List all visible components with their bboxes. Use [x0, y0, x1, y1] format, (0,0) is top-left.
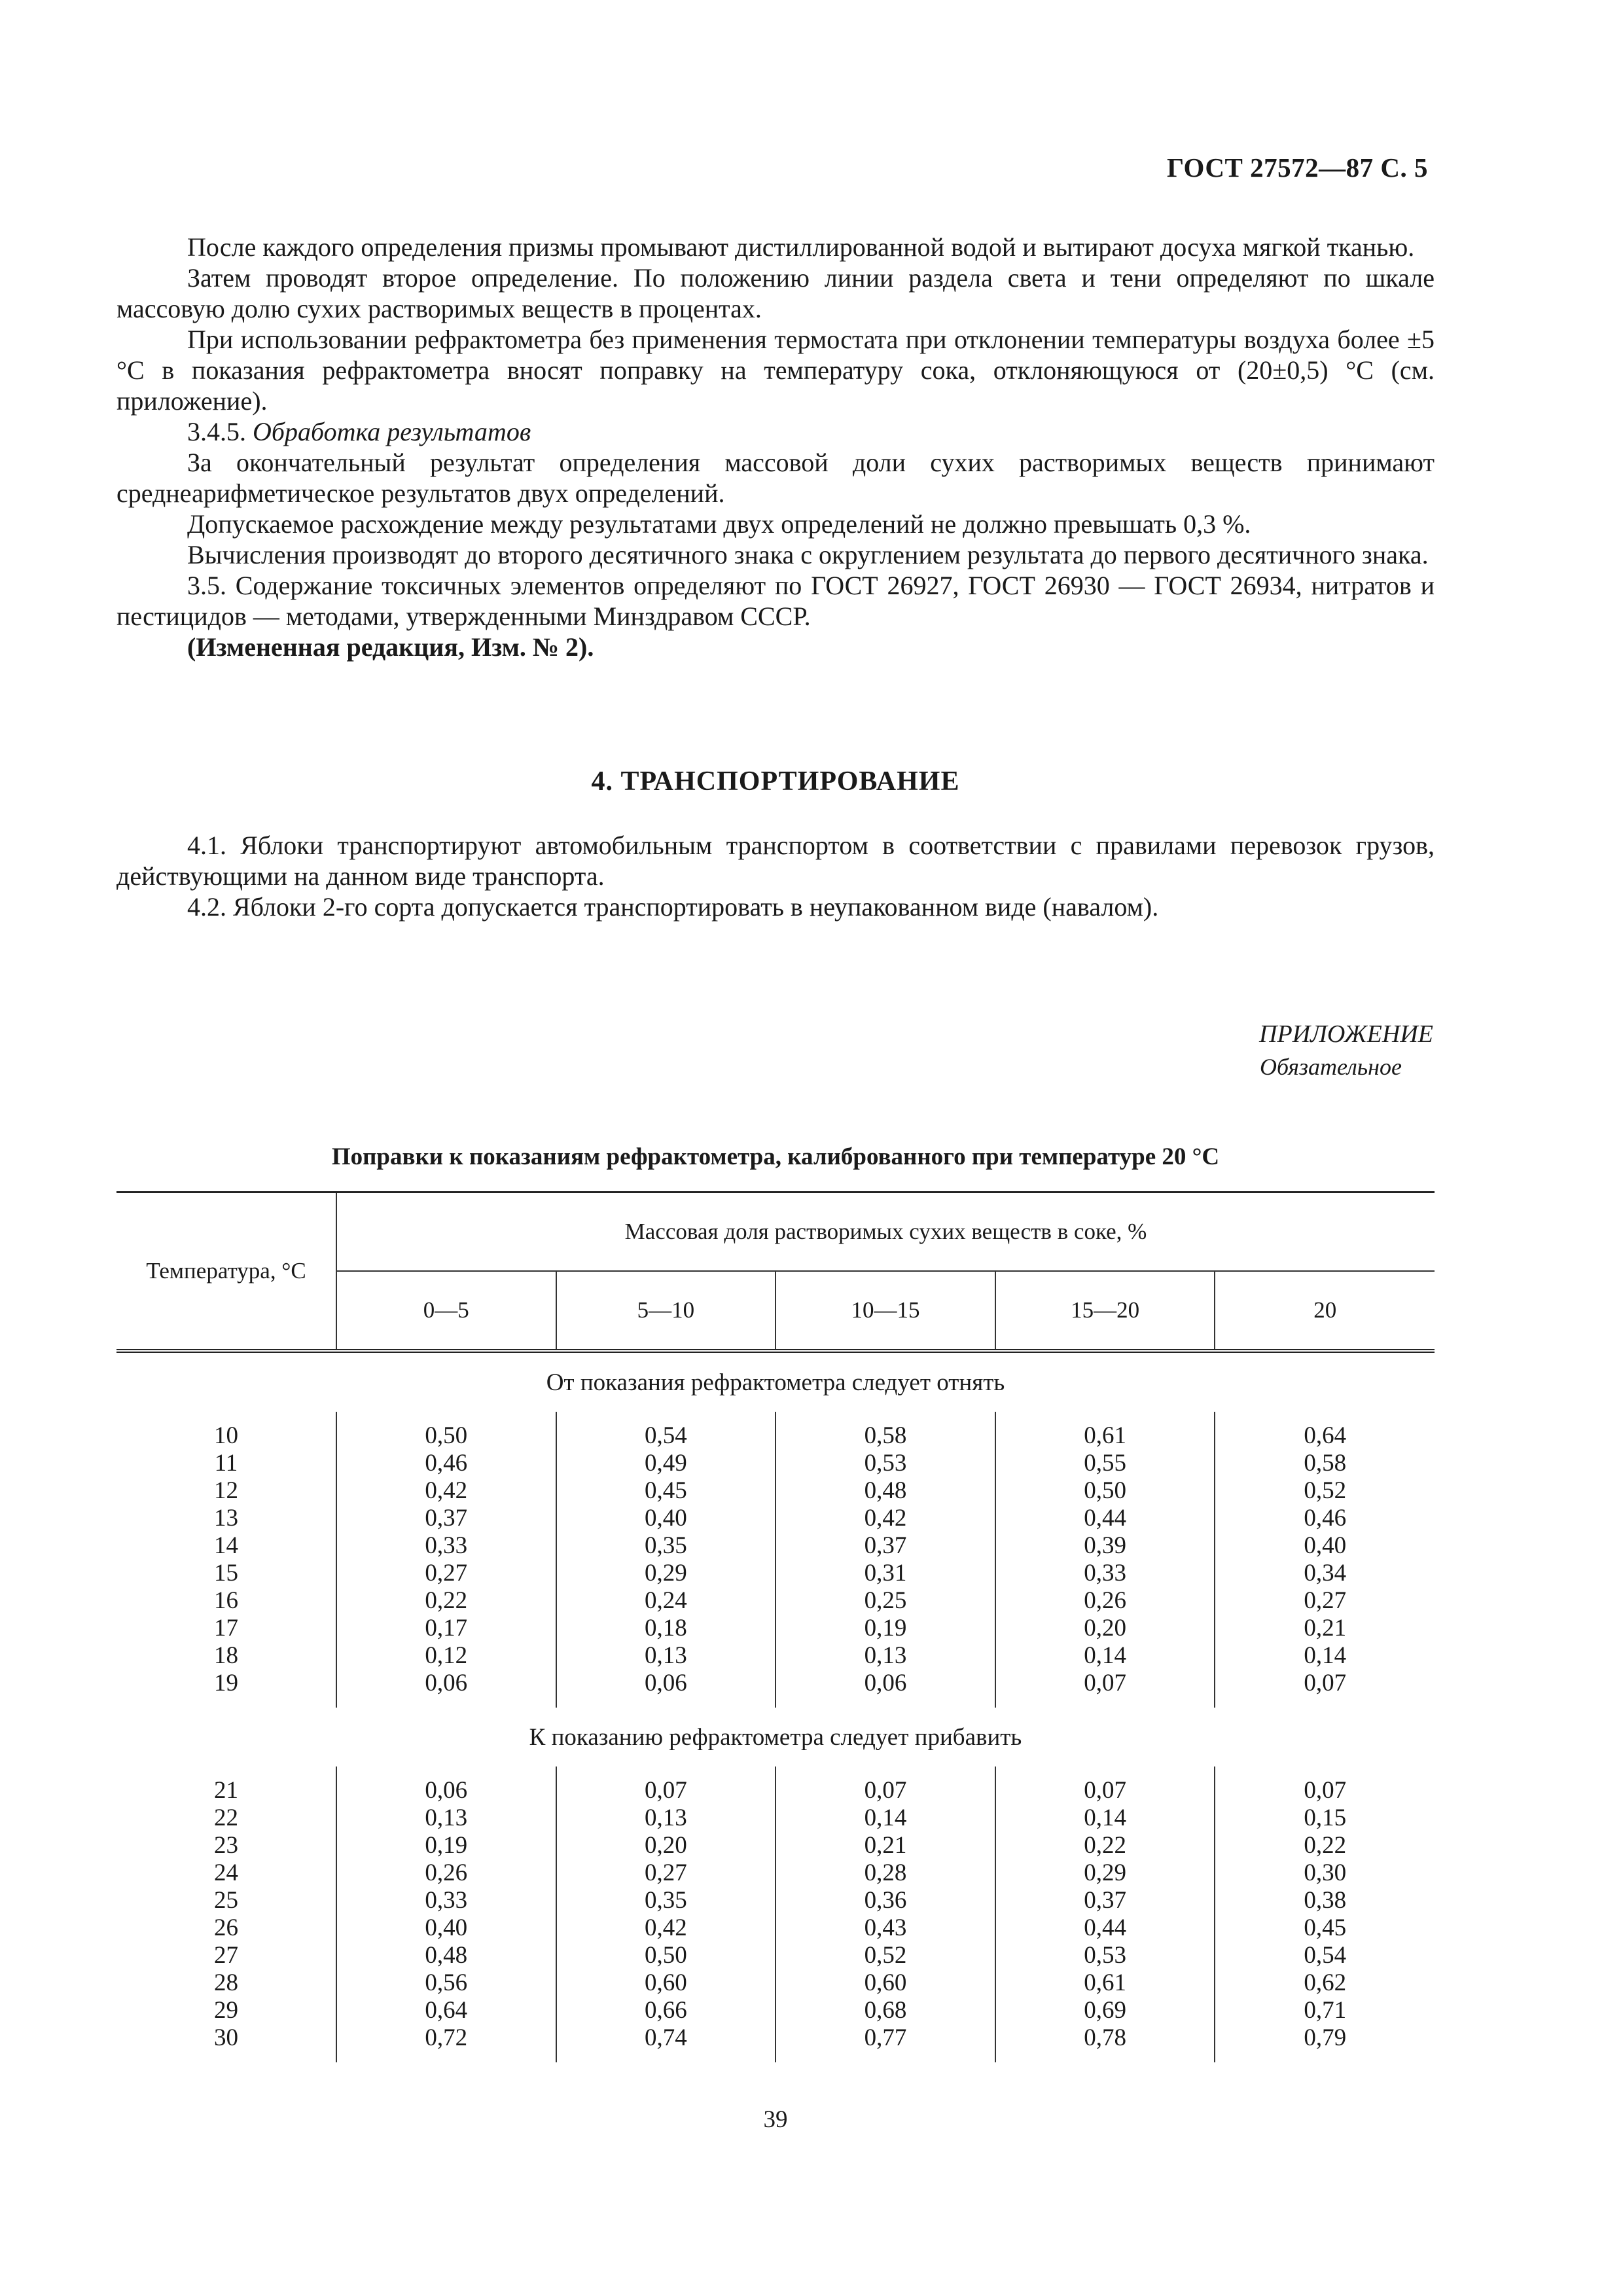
correction-cell: 0,61 — [995, 1422, 1215, 1450]
spacer-cell — [556, 1697, 776, 1708]
table-head — [116, 1193, 1435, 1352]
correction-cell: 0,64 — [336, 1997, 556, 2024]
body-text — [116, 232, 1435, 662]
correction-cell: 0,42 — [556, 1914, 776, 1942]
spacer-cell — [776, 1767, 995, 1777]
temperature-cell: 29 — [214, 1997, 238, 2024]
column-header-range: 5—10 — [556, 1271, 776, 1351]
spacer-cell — [1215, 2052, 1435, 2062]
correction-cell: 0,52 — [1215, 1477, 1435, 1505]
add-section-label: К показанию рефрактометра следует прибавить — [529, 1723, 1022, 1751]
appendix-status: Обязательное — [1260, 1054, 1402, 1080]
temperature-cell: 13 — [214, 1505, 238, 1532]
spacer-cell — [776, 1697, 995, 1708]
correction-cell: 0,48 — [776, 1477, 995, 1505]
correction-cell: 0,40 — [336, 1914, 556, 1942]
correction-cell: 0,14 — [995, 1642, 1215, 1670]
correction-cell: 0,20 — [995, 1615, 1215, 1642]
temperature-cell: 16 — [214, 1587, 238, 1614]
temperature-cell: 12 — [214, 1477, 238, 1504]
correction-cell: 0,40 — [556, 1505, 776, 1532]
correction-cell: 0,78 — [995, 2024, 1215, 2052]
column-header-range: 20 — [1313, 1297, 1337, 1323]
section-body — [116, 830, 1435, 922]
correction-cell: 0,26 — [336, 1859, 556, 1887]
correction-cell: 0,44 — [995, 1914, 1215, 1942]
correction-cell: 0,56 — [336, 1969, 556, 1997]
correction-cell: 0,17 — [336, 1615, 556, 1642]
correction-cell: 0,21 — [1215, 1615, 1435, 1642]
spacer-cell — [995, 1412, 1215, 1422]
correction-cell: 0,54 — [1215, 1942, 1435, 1969]
table-row — [116, 1887, 1435, 1914]
paragraph: После каждого определения призмы промывают дистиллированной водой и вытирают досуха мягкой тканью. — [187, 232, 1415, 262]
temperature-cell: 24 — [214, 1859, 238, 1886]
correction-cell: 0,06 — [336, 1777, 556, 1804]
correction-cell: 0,64 — [1215, 1422, 1435, 1450]
correction-cell: 0,52 — [776, 1942, 995, 1969]
correction-cell: 0,54 — [556, 1422, 776, 1450]
correction-cell: 0,33 — [995, 1560, 1215, 1587]
correction-cell: 0,49 — [556, 1450, 776, 1477]
table-row — [116, 1532, 1435, 1560]
table-row — [116, 1942, 1435, 1969]
corrections-table — [116, 1191, 1435, 2062]
correction-cell: 0,25 — [776, 1587, 995, 1615]
correction-cell: 0,69 — [995, 1997, 1215, 2024]
temperature-cell: 26 — [214, 1914, 238, 1941]
correction-cell: 0,13 — [556, 1642, 776, 1670]
correction-cell: 0,58 — [776, 1422, 995, 1450]
table-title: Поправки к показаниям рефрактометра, калиброванного при температуре 20 °С — [331, 1143, 1220, 1170]
correction-cell: 0,13 — [776, 1642, 995, 1670]
spacer-cell — [116, 1412, 336, 1422]
paragraph: 4.1. Яблоки транспортируют автомобильным транспортом в соответствии с правилами перевозок грузов, действующими на данном виде транспорта. — [116, 831, 1435, 891]
table-row — [116, 1450, 1435, 1477]
table-row — [116, 1777, 1435, 1804]
correction-cell: 0,61 — [995, 1969, 1215, 1997]
correction-cell: 0,14 — [995, 1804, 1215, 1832]
paragraph: 3.5. Содержание токсичных элементов определяют по ГОСТ 26927, ГОСТ 26930 — ГОСТ 26934, нитратов и пестицидов — методами, утвержденными Минздравом СССР. — [116, 571, 1435, 631]
table-row — [116, 1832, 1435, 1859]
correction-cell: 0,66 — [556, 1997, 776, 2024]
correction-cell: 0,33 — [336, 1887, 556, 1914]
column-header-range: 10—15 — [776, 1271, 995, 1351]
correction-cell: 0,13 — [556, 1804, 776, 1832]
column-header-range: 0—5 — [336, 1271, 556, 1351]
amendment-note: (Измененная редакция, Изм. № 2). — [187, 632, 594, 662]
appendix-label — [1259, 1018, 1433, 1083]
temperature-cell: 28 — [214, 1969, 238, 1996]
correction-cell: 0,07 — [995, 1670, 1215, 1697]
correction-cell: 0,27 — [1215, 1587, 1435, 1615]
correction-cell: 0,48 — [336, 1942, 556, 1969]
correction-cell: 0,58 — [1215, 1450, 1435, 1477]
spacer-cell — [336, 1697, 556, 1708]
table-row — [116, 1997, 1435, 2024]
add-rows — [116, 1767, 1435, 2062]
correction-cell: 0,50 — [336, 1422, 556, 1450]
paragraph: Допускаемое расхождение между результатами двух определений не должно превышать 0,3 %. — [187, 509, 1251, 539]
correction-cell: 0,24 — [556, 1587, 776, 1615]
temperature-cell: 27 — [214, 1942, 238, 1969]
correction-cell: 0,07 — [556, 1777, 776, 1804]
correction-cell: 0,45 — [556, 1477, 776, 1505]
spacer-cell — [776, 1412, 995, 1422]
correction-cell: 0,46 — [336, 1450, 556, 1477]
correction-cell: 0,06 — [336, 1670, 556, 1697]
temperature-cell: 11 — [214, 1450, 238, 1477]
subsection-title: Обработка результатов — [253, 417, 531, 446]
spacer-cell — [336, 1767, 556, 1777]
correction-cell: 0,22 — [995, 1832, 1215, 1859]
spacer-cell — [336, 2052, 556, 2062]
section-title: 4. ТРАНСПОРТИРОВАНИЕ — [591, 766, 960, 797]
correction-cell: 0,35 — [556, 1532, 776, 1560]
temperature-cell: 22 — [214, 1804, 238, 1831]
correction-cell: 0,43 — [776, 1914, 995, 1942]
running-header: ГОСТ 27572—87 С. 5 — [1166, 152, 1428, 183]
temperature-cell: 17 — [214, 1615, 238, 1641]
temperature-cell: 15 — [214, 1560, 238, 1587]
table-row — [116, 1642, 1435, 1670]
subsection-heading — [116, 416, 1435, 447]
correction-cell: 0,27 — [556, 1859, 776, 1887]
correction-cell: 0,07 — [776, 1777, 995, 1804]
correction-cell: 0,39 — [995, 1532, 1215, 1560]
paragraph: 4.2. Яблоки 2-го сорта допускается транспортировать в неупакованном виде (навалом). — [187, 892, 1159, 922]
correction-cell: 0,07 — [1215, 1777, 1435, 1804]
correction-cell: 0,77 — [776, 2024, 995, 2052]
correction-cell: 0,34 — [1215, 1560, 1435, 1587]
corrections-table-wrap — [116, 1191, 1435, 2062]
table-row — [116, 1422, 1435, 1450]
correction-cell: 0,46 — [1215, 1505, 1435, 1532]
correction-cell: 0,14 — [776, 1804, 995, 1832]
correction-cell: 0,14 — [1215, 1642, 1435, 1670]
correction-cell: 0,60 — [776, 1969, 995, 1997]
spacer-cell — [116, 2052, 336, 2062]
spacer-cell — [1215, 1767, 1435, 1777]
temperature-cell: 23 — [214, 1832, 238, 1859]
correction-cell: 0,36 — [776, 1887, 995, 1914]
correction-cell: 0,29 — [995, 1859, 1215, 1887]
temperature-cell: 30 — [214, 2024, 238, 2051]
correction-cell: 0,27 — [336, 1560, 556, 1587]
correction-cell: 0,33 — [336, 1532, 556, 1560]
temperature-cell: 21 — [214, 1777, 238, 1804]
spacer-cell — [1215, 1697, 1435, 1708]
column-header-temperature: Температура, °С — [116, 1193, 336, 1352]
correction-cell: 0,22 — [336, 1587, 556, 1615]
correction-cell: 0,19 — [336, 1832, 556, 1859]
correction-cell: 0,21 — [776, 1832, 995, 1859]
table-row — [116, 1560, 1435, 1587]
correction-cell: 0,72 — [336, 2024, 556, 2052]
correction-cell: 0,29 — [556, 1560, 776, 1587]
paragraph: За окончательный результат определения массовой доли сухих растворимых веществ принимают среднеарифметическое результатов двух определений. — [116, 448, 1435, 508]
correction-cell: 0,07 — [995, 1777, 1215, 1804]
spacer-cell — [1215, 1412, 1435, 1422]
temperature-cell: 25 — [214, 1887, 238, 1914]
correction-cell: 0,15 — [1215, 1804, 1435, 1832]
subtract-section-label: От показания рефрактометра следует отнять — [546, 1369, 1005, 1396]
paragraph: Вычисления производят до второго десятичного знака с округлением результата до первого десятичного знака. — [187, 540, 1429, 569]
paragraph: Затем проводят второе определение. По положению линии раздела света и тени определяют по шкале массовую долю сухих растворимых веществ в процентах. — [116, 263, 1435, 323]
correction-cell: 0,20 — [556, 1832, 776, 1859]
correction-cell: 0,44 — [995, 1505, 1215, 1532]
column-header-range: 15—20 — [995, 1271, 1215, 1351]
table-row — [116, 1859, 1435, 1887]
spacer-cell — [995, 2052, 1215, 2062]
table-row — [116, 1615, 1435, 1642]
temperature-cell: 18 — [214, 1642, 238, 1669]
spacer-cell — [556, 1767, 776, 1777]
spacer-cell — [556, 2052, 776, 2062]
table-row — [116, 1505, 1435, 1532]
correction-cell: 0,45 — [1215, 1914, 1435, 1942]
temperature-cell: 19 — [214, 1670, 238, 1696]
correction-cell: 0,53 — [995, 1942, 1215, 1969]
subsection-number: 3.4.5. — [187, 417, 246, 446]
correction-cell: 0,06 — [776, 1670, 995, 1697]
correction-cell: 0,68 — [776, 1997, 995, 2024]
subtract-rows — [116, 1412, 1435, 1708]
table-row — [116, 1670, 1435, 1697]
correction-cell: 0,31 — [776, 1560, 995, 1587]
table-row — [116, 1804, 1435, 1832]
correction-cell: 0,55 — [995, 1450, 1215, 1477]
correction-cell: 0,62 — [1215, 1969, 1435, 1997]
correction-cell: 0,13 — [336, 1804, 556, 1832]
correction-cell: 0,37 — [336, 1505, 556, 1532]
correction-cell: 0,19 — [776, 1615, 995, 1642]
appendix-title: ПРИЛОЖЕНИЕ — [1259, 1020, 1433, 1048]
column-group-header: Массовая доля растворимых сухих веществ в соке, % — [336, 1193, 1435, 1271]
correction-cell: 0,38 — [1215, 1887, 1435, 1914]
correction-cell: 0,71 — [1215, 1997, 1435, 2024]
correction-cell: 0,28 — [776, 1859, 995, 1887]
page-number: 39 — [763, 2106, 788, 2133]
correction-cell: 0,50 — [556, 1942, 776, 1969]
correction-cell: 0,42 — [336, 1477, 556, 1505]
temperature-cell: 14 — [214, 1532, 238, 1559]
correction-cell: 0,26 — [995, 1587, 1215, 1615]
correction-cell: 0,35 — [556, 1887, 776, 1914]
correction-cell: 0,07 — [1215, 1670, 1435, 1697]
table-row — [116, 1587, 1435, 1615]
correction-cell: 0,50 — [995, 1477, 1215, 1505]
correction-cell: 0,30 — [1215, 1859, 1435, 1887]
spacer-cell — [116, 1697, 336, 1708]
correction-cell: 0,40 — [1215, 1532, 1435, 1560]
temperature-cell: 10 — [214, 1422, 238, 1449]
correction-cell: 0,06 — [556, 1670, 776, 1697]
correction-cell: 0,37 — [776, 1532, 995, 1560]
correction-cell: 0,60 — [556, 1969, 776, 1997]
spacer-cell — [776, 2052, 995, 2062]
correction-cell: 0,12 — [336, 1642, 556, 1670]
paragraph: При использовании рефрактометра без применения термостата при отклонении температуры воздуха более ±5 °С в показания рефрактометра вносят поправку на температуру сока, отклоняющуюся от (20±0,5) °С (см. приложение). — [116, 325, 1435, 416]
table-row — [116, 1914, 1435, 1942]
spacer-cell — [336, 1412, 556, 1422]
correction-cell: 0,74 — [556, 2024, 776, 2052]
table-row — [116, 2024, 1435, 2052]
correction-cell: 0,79 — [1215, 2024, 1435, 2052]
spacer-cell — [995, 1697, 1215, 1708]
correction-cell: 0,37 — [995, 1887, 1215, 1914]
spacer-cell — [995, 1767, 1215, 1777]
correction-cell: 0,18 — [556, 1615, 776, 1642]
table-row — [116, 1477, 1435, 1505]
correction-cell: 0,53 — [776, 1450, 995, 1477]
spacer-cell — [116, 1767, 336, 1777]
correction-cell: 0,42 — [776, 1505, 995, 1532]
spacer-cell — [556, 1412, 776, 1422]
correction-cell: 0,22 — [1215, 1832, 1435, 1859]
table-row — [116, 1969, 1435, 1997]
